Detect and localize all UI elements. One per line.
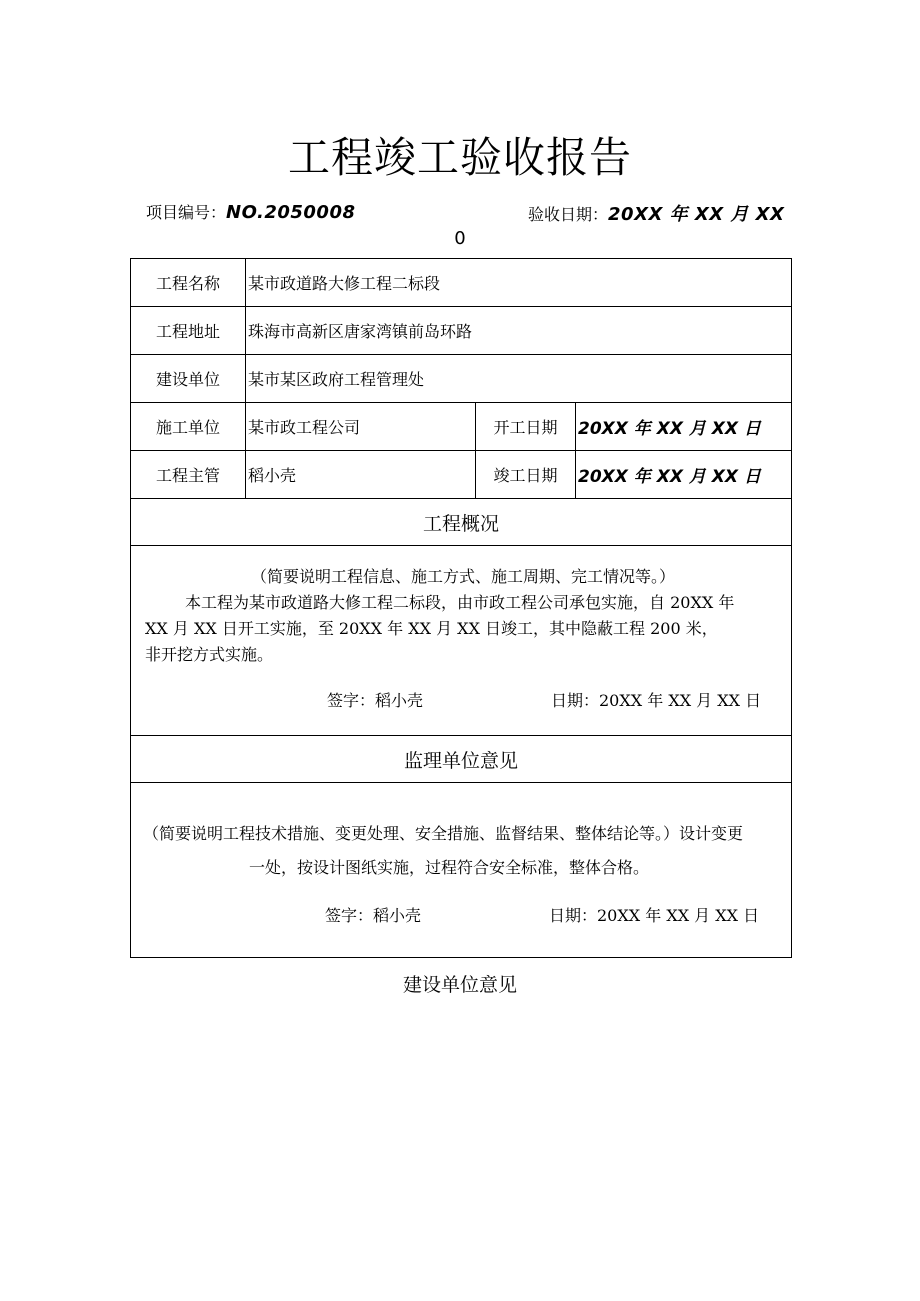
supervision-body xyxy=(131,783,792,958)
overview-hint: （简要说明工程信息、施工方式、施工周期、完工情况等。） xyxy=(251,567,676,586)
contractor-value: 某市政工程公司 xyxy=(246,403,476,451)
acceptance-date xyxy=(528,200,784,226)
overview-line-2: XX 月 XX 日开工实施，至 20XX 年 XX 月 XX 日竣工，其中隐蔽工程 200 米， xyxy=(145,619,718,638)
row-supervision-heading xyxy=(131,736,792,783)
supervision-date: 日期：20XX 年 XX 月 XX 日 xyxy=(549,906,760,925)
acceptance-form xyxy=(130,258,792,958)
acceptance-date-wrap: 0 xyxy=(454,228,466,249)
builder-unit-value: 某市某区政府工程管理处 xyxy=(246,355,792,403)
row-overview-body xyxy=(131,546,792,736)
contractor-label: 施工单位 xyxy=(131,403,246,451)
manager-label: 工程主管 xyxy=(131,451,246,499)
project-number-label: 项目编号： xyxy=(146,203,227,222)
overview-body xyxy=(131,546,792,736)
row-contractor xyxy=(131,403,792,451)
project-name-label: 工程名称 xyxy=(131,259,246,307)
overview-date: 日期：20XX 年 XX 月 XX 日 xyxy=(551,691,762,710)
supervision-line-2: 一处，按设计图纸实施，过程符合安全标准，整体合格。 xyxy=(249,858,650,877)
start-date-value: 20XX 年 XX 月 XX 日 xyxy=(576,403,792,451)
project-address-label: 工程地址 xyxy=(131,307,246,355)
start-date-label: 开工日期 xyxy=(476,403,576,451)
project-number xyxy=(146,200,356,223)
project-address-value: 珠海市高新区唐家湾镇前岛环路 xyxy=(246,307,792,355)
builder-opinion-heading: 建设单位意见 xyxy=(402,974,517,996)
supervision-sign: 签字：稻小壳 xyxy=(325,906,422,925)
supervision-heading: 监理单位意见 xyxy=(131,736,792,783)
overview-line-1: 本工程为某市政道路大修工程二标段，由市政工程公司承包实施，自 20XX 年 xyxy=(185,593,735,612)
finish-date-value: 20XX 年 XX 月 XX 日 xyxy=(576,451,792,499)
row-builder-unit xyxy=(131,355,792,403)
row-supervision-body xyxy=(131,783,792,958)
report-title: 工程竣工验收报告 xyxy=(287,133,632,182)
supervision-sign-row xyxy=(143,903,783,929)
acceptance-date-value: 20XX 年 XX 月 XX xyxy=(608,204,785,225)
row-project-address xyxy=(131,307,792,355)
project-number-value: NO.2050008 xyxy=(226,202,356,223)
supervision-line-1: （简要说明工程技术措施、变更处理、安全措施、监督结果、整体结论等。）设计变更 xyxy=(143,824,744,843)
overview-sign: 签字：稻小壳 xyxy=(327,691,424,710)
overview-line-3: 非开挖方式实施。 xyxy=(145,645,274,664)
finish-date-label: 竣工日期 xyxy=(476,451,576,499)
row-overview-heading xyxy=(131,499,792,546)
project-name-value: 某市政道路大修工程二标段 xyxy=(246,259,792,307)
acceptance-date-label: 验收日期： xyxy=(528,205,609,224)
overview-heading: 工程概况 xyxy=(131,499,792,546)
manager-value: 稻小壳 xyxy=(246,451,476,499)
builder-unit-label: 建设单位 xyxy=(131,355,246,403)
overview-sign-row xyxy=(145,688,781,714)
row-manager xyxy=(131,451,792,499)
row-project-name xyxy=(131,259,792,307)
